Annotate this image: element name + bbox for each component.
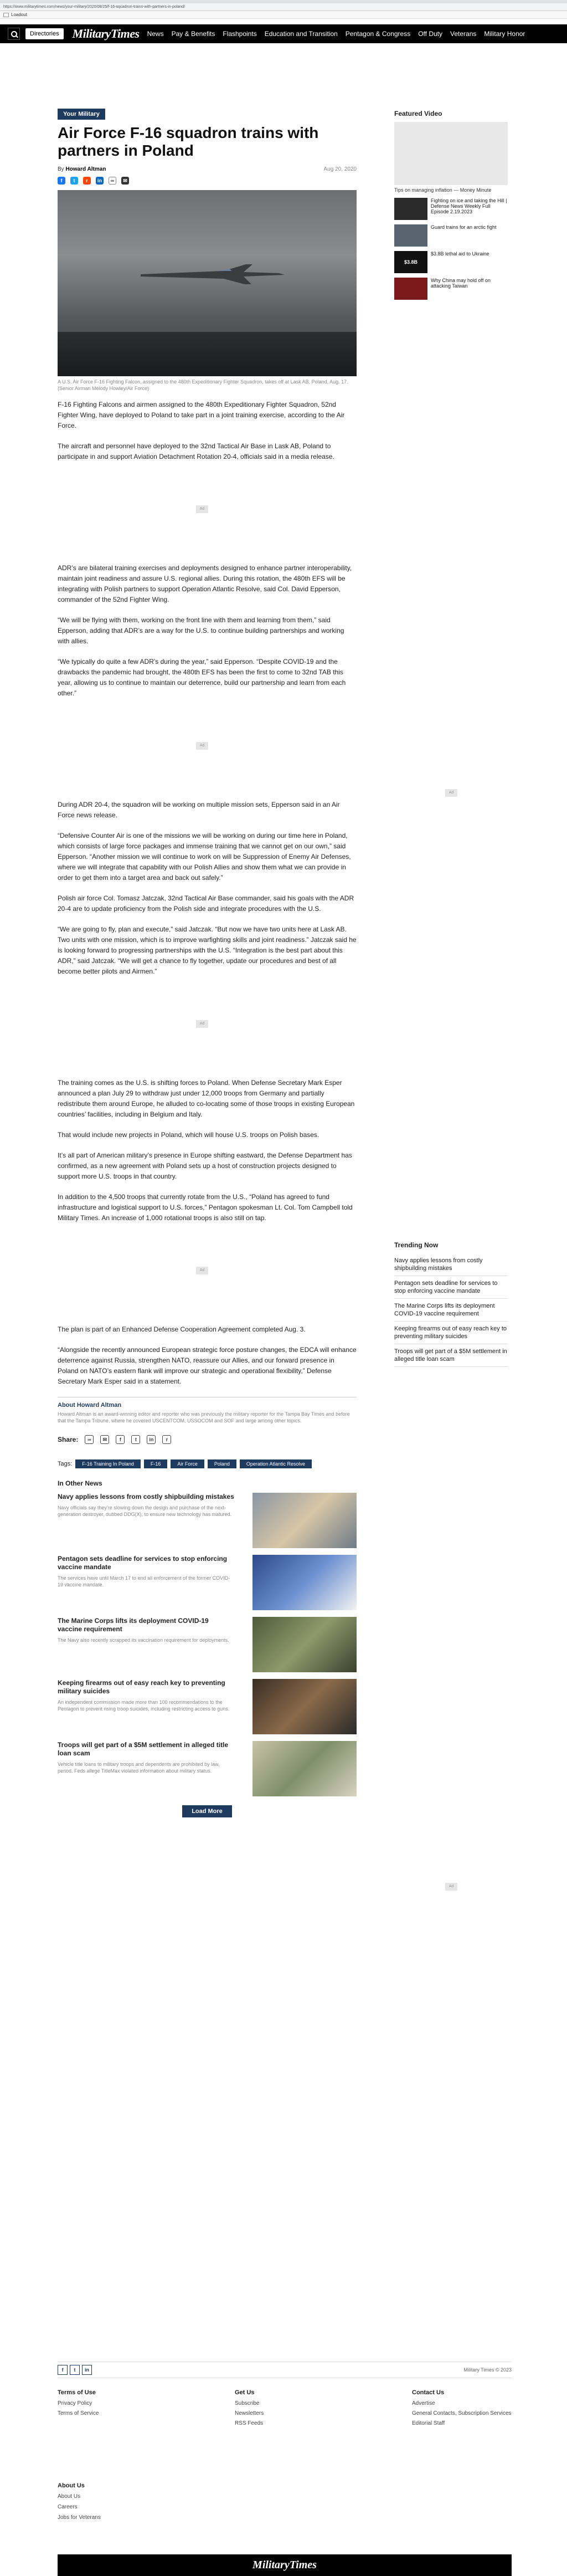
tag[interactable]: Operation Atlantic Resolve bbox=[240, 1459, 312, 1468]
footer-logo-bar bbox=[58, 2554, 512, 2576]
footer-about bbox=[58, 2482, 168, 2525]
bookmark-loadout[interactable]: Loadout bbox=[11, 12, 27, 17]
linkedin-icon[interactable]: in bbox=[96, 177, 104, 185]
other-news-headline[interactable]: Keeping firearms out of easy reach key to preventing military suicides bbox=[58, 1679, 225, 1695]
footer-link[interactable]: General Contacts, Subscription Services bbox=[412, 2410, 512, 2416]
facebook-icon[interactable]: f bbox=[116, 1435, 125, 1444]
trending-item[interactable]: Pentagon sets deadline for services to stop enforcing vaccine mandate bbox=[394, 1276, 508, 1299]
publish-date: Aug 20, 2020 bbox=[323, 166, 357, 172]
other-news-desc: The Navy also recently scrapped its vaccination requirement for deployments. bbox=[58, 1637, 229, 1643]
other-news-desc: Vehicle title loans to military troops and dependents are prohibited by law, period. Feds allege TitleMax violated information about military status. bbox=[58, 1761, 220, 1774]
video-title[interactable]: Guard trains for an arctic fight bbox=[431, 224, 497, 230]
other-news-item[interactable] bbox=[58, 1493, 357, 1548]
other-news-item[interactable] bbox=[58, 1617, 357, 1672]
byline bbox=[58, 166, 357, 172]
linkedin-icon[interactable]: in bbox=[147, 1435, 156, 1444]
video-title[interactable]: $3.8B lethal aid to Ukraine bbox=[431, 251, 489, 257]
ad-slot bbox=[58, 472, 357, 550]
share-bar-bottom bbox=[58, 1435, 357, 1444]
video-thumbnail[interactable] bbox=[394, 278, 427, 300]
share-bar-top bbox=[58, 177, 357, 185]
sidebar-ad-marker: Ad bbox=[445, 1883, 457, 1891]
footer-col-get-us bbox=[235, 2389, 334, 2430]
reddit-icon[interactable]: r bbox=[83, 177, 91, 185]
ad-marker: Ad bbox=[196, 742, 208, 750]
other-news-thumbnail[interactable] bbox=[252, 1555, 357, 1610]
tag[interactable]: Air Force bbox=[171, 1459, 204, 1468]
other-news-desc: An independent commission made more than 100 recommendations to the Pentagon to prevent rising troop suicides, including restricting access to guns. bbox=[58, 1699, 230, 1712]
footer-social-bar bbox=[58, 2362, 512, 2378]
paragraph: “We typically do quite a few ADR’s during the year,” said Epperson. “Despite COVID-19 and the drawbacks the pandemic had brought, the 480th EFS has been the first to come to 32nd TAB this year, allowing us to continue to maintain our deterrence, build our partnership and learn from each other.” bbox=[58, 658, 346, 697]
trending-item[interactable]: Keeping firearms out of easy reach key to preventing military suicides bbox=[394, 1322, 508, 1344]
ad-slot bbox=[58, 709, 357, 786]
footer-link[interactable]: Terms of Service bbox=[58, 2410, 99, 2416]
hero-image bbox=[58, 190, 357, 376]
load-more-button[interactable]: Load More bbox=[182, 1805, 232, 1817]
image-caption: A U.S. Air Force F-16 Fighting Falcon, assigned to the 480th Expeditionary Fighter Squadron, takes off at Lask AB, Poland, Aug. 17. (Senior Airman Melody Howley/Air Force) bbox=[58, 379, 348, 391]
footer-col-terms bbox=[58, 2389, 157, 2430]
other-news-item[interactable] bbox=[58, 1741, 357, 1796]
video-list-item[interactable] bbox=[394, 224, 508, 247]
bookmark-icon bbox=[3, 13, 9, 17]
share-label: Share: bbox=[58, 1436, 79, 1443]
tag[interactable]: Poland bbox=[208, 1459, 236, 1468]
main-navbar bbox=[0, 24, 567, 43]
nav-link-pentagon-congress[interactable]: Pentagon & Congress bbox=[345, 30, 411, 38]
f16-jet-illustration bbox=[135, 257, 290, 290]
author-box-title[interactable]: About Howard Altman bbox=[58, 1402, 122, 1409]
other-news-thumbnail[interactable] bbox=[252, 1679, 357, 1734]
byline-text: By Howard Altman bbox=[58, 166, 106, 172]
nav-link-pay-benefits[interactable]: Pay & Benefits bbox=[171, 30, 215, 38]
tag[interactable]: F-16 bbox=[144, 1459, 168, 1468]
email-icon[interactable]: ✉ bbox=[100, 1435, 109, 1444]
footer-link[interactable]: Jobs for Veterans bbox=[58, 2514, 101, 2521]
video-list-item[interactable] bbox=[394, 251, 508, 273]
paragraph: “Alongside the recently announced European strategic force posture changes, the EDCA will enhance deterrence against Russia, strengthen NATO, reassure our Allies, and our forward presence in Poland on NATO’s eastern flank will improve our strategic and operational flexibility,” Defense Secretary Mark Esper said in a statement. bbox=[58, 1346, 357, 1385]
footer-col-title: Get Us bbox=[235, 2389, 255, 2396]
other-news-desc: The services have until March 17 to end all enforcement of the former COVID-19 vaccine mandate. bbox=[58, 1575, 230, 1587]
video-list-item[interactable] bbox=[394, 198, 508, 220]
sidebar bbox=[394, 110, 508, 304]
footer-link[interactable]: RSS Feeds bbox=[235, 2420, 264, 2426]
paragraph: It’s all part of American military’s presence in Europe shifting eastward, the Defense Department has confirmed, as a new agreement with Poland sets up a host of construction projects designed to support more U.S. troops in that country. bbox=[58, 1151, 352, 1180]
link-icon[interactable]: ∞ bbox=[109, 177, 116, 185]
link-icon[interactable]: ∞ bbox=[85, 1435, 94, 1444]
video-title[interactable]: Why China may hold off on attacking Taiwan bbox=[431, 278, 491, 289]
trending-item[interactable]: The Marine Corps lifts its deployment COVID-19 vaccine requirement bbox=[394, 1299, 508, 1322]
search-icon[interactable] bbox=[8, 28, 20, 40]
email-icon[interactable]: ✉ bbox=[121, 177, 129, 185]
article bbox=[58, 109, 357, 1829]
ad-marker: Ad bbox=[196, 1020, 208, 1028]
other-news-headline[interactable]: Troops will get part of a $5M settlement in alleged title loan scam bbox=[58, 1741, 229, 1757]
article-headline: Air Force F-16 squadron trains with partners in Poland bbox=[58, 124, 319, 159]
nav-link-news[interactable]: News bbox=[147, 30, 164, 38]
footer-about-title: About Us bbox=[58, 2482, 85, 2489]
tags-label: Tags: bbox=[58, 1461, 73, 1467]
footer-col-title: Terms of Use bbox=[58, 2389, 96, 2396]
footer-columns bbox=[58, 2389, 512, 2430]
address-bar[interactable]: https://www.militarytimes.com/news/your-military/2020/08/25/f-16-squadron-trains-with-partners-in-poland/ bbox=[0, 3, 567, 11]
trending-title: Trending Now bbox=[394, 1241, 439, 1249]
nav-link-education[interactable]: Education and Transition bbox=[264, 30, 338, 38]
trending-item[interactable]: Navy applies lessons from costly shipbuilding mistakes bbox=[394, 1253, 508, 1276]
paragraph: “Defensive Counter Air is one of the missions we will be working on during our time here in Poland, which consists of large force packages and immense training that we cannot get on our own,” said Epperson. “Another mission we will continue to work on will be Suppression of Enemy Air Defenses, where we will integrate that capability with our Polish Allies and show them what we can provide in order to get them into a target area and back out safely.” bbox=[58, 832, 351, 882]
other-news bbox=[58, 1479, 357, 1817]
nav-links bbox=[147, 30, 525, 38]
ad-slot bbox=[58, 987, 357, 1064]
paragraph: Polish air force Col. Tomasz Jatczak, 32nd Tactical Air Base commander, said his goals with the ADR 20-4 are to update proficiency from the Polish side and integrate procedures with the U.S. bbox=[58, 894, 354, 913]
featured-video-title: Featured Video bbox=[394, 110, 442, 117]
video-thumbnail[interactable] bbox=[394, 198, 427, 220]
other-news-headline[interactable]: Navy applies lessons from costly shipbuilding mistakes bbox=[58, 1493, 234, 1500]
paragraph: “We will be flying with them, working on the front line with them and learning from them,” said Epperson, adding that ADR’s are a way for the U.S. to continue building partnerships and working with allies. bbox=[58, 616, 344, 645]
facebook-icon[interactable]: f bbox=[58, 2365, 68, 2375]
copyright: Military Times © 2023 bbox=[463, 2367, 512, 2373]
other-news-thumbnail[interactable] bbox=[252, 1493, 357, 1548]
ad-slot bbox=[58, 1233, 357, 1311]
other-news-thumbnail[interactable] bbox=[252, 1617, 357, 1672]
footer-link[interactable]: About Us bbox=[58, 2493, 81, 2500]
video-thumbnail[interactable] bbox=[394, 224, 427, 247]
paragraph: F-16 Fighting Falcons and airmen assigned to the 480th Expeditionary Fighter Squadron, 52nd Fighter Wing, have deployed to Poland to take part in a joint training exercise, according to the Air Force. bbox=[58, 401, 345, 429]
twitter-icon[interactable]: t bbox=[131, 1435, 140, 1444]
reddit-icon[interactable]: r bbox=[162, 1435, 171, 1444]
paragraph: The training comes as the U.S. is shifting forces to Poland. When Defense Secretary Mark Esper announced a plan July 29 to withdraw just under 12,000 troops from Germany and partially redistribute them around Europe, he alluded to co-locating some of those troops in existing European countries’ facilities, including in Belgium and Italy. bbox=[58, 1079, 355, 1118]
footer-logo[interactable]: MilitaryTimes bbox=[252, 2559, 317, 2571]
twitter-icon[interactable]: t bbox=[70, 177, 78, 185]
author-bio: Howard Altman is an award-winning editor and reporter who was previously the military reporter for the Tampa Bay Times and before that the Tampa Tribune, where he covered USCENTCOM, USSOCOM and SOF and large among other topics. bbox=[58, 1411, 350, 1423]
footer-link[interactable]: Advertise bbox=[412, 2400, 435, 2406]
other-news-headline[interactable]: Pentagon sets deadline for services to stop enforcing vaccine mandate bbox=[58, 1555, 228, 1571]
runway bbox=[58, 332, 357, 376]
paragraph: The plan is part of an Enhanced Defense Cooperation Agreement completed Aug. 3. bbox=[58, 1325, 306, 1333]
tag-list bbox=[58, 1459, 357, 1468]
paragraph: ADR’s are bilateral training exercises and deployments designed to enhance partner interoperability, maintain joint readiness and assure U.S. regional allies. During this rotation, the 480th EFS will be integrating with Polish partners to support Operation Atlantic Resolve, said Col. David Epperson, commander of the 52nd Fighter Wing. bbox=[58, 564, 352, 603]
ad-marker: Ad bbox=[196, 1267, 208, 1274]
site-logo[interactable]: MilitaryTimes bbox=[72, 27, 140, 40]
sidebar-ad-marker: Ad bbox=[445, 789, 457, 797]
twitter-icon[interactable]: t bbox=[70, 2365, 80, 2375]
video-title[interactable]: Fighting on ice and taking the Hill | Defense News Weekly Full Episode 2.19.2023 bbox=[431, 198, 507, 214]
nav-link-flashpoints[interactable]: Flashpoints bbox=[223, 30, 257, 38]
author-link[interactable]: Howard Altman bbox=[65, 166, 106, 172]
nav-link-veterans[interactable]: Veterans bbox=[450, 30, 477, 38]
other-news-headline[interactable]: The Marine Corps lifts its deployment COVID-19 vaccine requirement bbox=[58, 1617, 209, 1633]
footer-link[interactable]: Careers bbox=[58, 2504, 78, 2510]
facebook-icon[interactable]: f bbox=[58, 177, 65, 185]
other-news-desc: Navy officials say they’re slowing down the design and purchase of the next-generation destroyer, dubbed DDG(X), to ensure new technology has matured. bbox=[58, 1505, 232, 1517]
paragraph: During ADR 20-4, the squadron will be working on multiple mission sets, Epperson said in an Air Force news release. bbox=[58, 801, 340, 819]
footer-link[interactable]: Privacy Policy bbox=[58, 2400, 92, 2406]
other-news-item[interactable] bbox=[58, 1679, 357, 1734]
footer-social-icons bbox=[58, 2365, 92, 2375]
ad-marker: Ad bbox=[196, 505, 208, 513]
paragraph: In addition to the 4,500 troops that currently rotate from the U.S., “Poland has agreed to fund infrastructure and logistical support to U.S. forces,” Pentagon spokesman Lt. Col. Tom Campbell told Military Times. An increase of 1,000 rotational troops is also still on tap. bbox=[58, 1193, 353, 1222]
other-news-item[interactable] bbox=[58, 1555, 357, 1610]
video-thumbnail[interactable]: $3.8B bbox=[394, 251, 427, 273]
bookmarks-bar bbox=[0, 11, 567, 19]
tag[interactable]: F-16 Training In Poland bbox=[75, 1459, 141, 1468]
other-news-title: In Other News bbox=[58, 1479, 102, 1487]
trending-item[interactable]: Troops will get part of a $5M settlement in alleged title loan scam bbox=[394, 1344, 508, 1367]
footer-col-title: Contact Us bbox=[412, 2389, 445, 2396]
directories-button[interactable]: Directories bbox=[25, 28, 64, 39]
nav-link-military-honor[interactable]: Military Honor bbox=[484, 30, 525, 38]
featured-video-player[interactable] bbox=[394, 122, 508, 185]
author-box bbox=[58, 1397, 357, 1424]
video-list-item[interactable] bbox=[394, 278, 508, 300]
footer-link[interactable]: Newsletters bbox=[235, 2410, 264, 2416]
nav-link-off-duty[interactable]: Off Duty bbox=[418, 30, 443, 38]
footer-col-contact bbox=[412, 2389, 512, 2430]
other-news-thumbnail[interactable] bbox=[252, 1741, 357, 1796]
footer-link[interactable]: Subscribe bbox=[235, 2400, 260, 2406]
linkedin-icon[interactable]: in bbox=[82, 2365, 92, 2375]
paragraph: The aircraft and personnel have deployed to the 32nd Tactical Air Base in Lask AB, Poland to participate in and support Aviation Detachment Rotation 20-4, officials said in a media release. bbox=[58, 442, 334, 460]
featured-video-caption[interactable]: Tips on managing inflation — Money Minute bbox=[394, 187, 492, 193]
paragraph: That would include new projects in Poland, which will house U.S. troops on Polish bases. bbox=[58, 1131, 319, 1139]
trending-now bbox=[394, 1241, 508, 1367]
section-kicker[interactable]: Your Military bbox=[58, 109, 105, 120]
footer-link[interactable]: Editorial Staff bbox=[412, 2420, 445, 2426]
paragraph: “We are going to fly, plan and execute,” said Jatczak. “But now we have two units here at Lask AB. Two units with one mission, which is to improve warfighting skills and joint readiness.” Jatczak said he is looking forward to progressing partnerships with the U.S. “Integration is the best part about this ADR,” said Jatczak. “We will get a chance to fly together, update our procedures and best of all become better pilots and Airmen.” bbox=[58, 925, 357, 975]
